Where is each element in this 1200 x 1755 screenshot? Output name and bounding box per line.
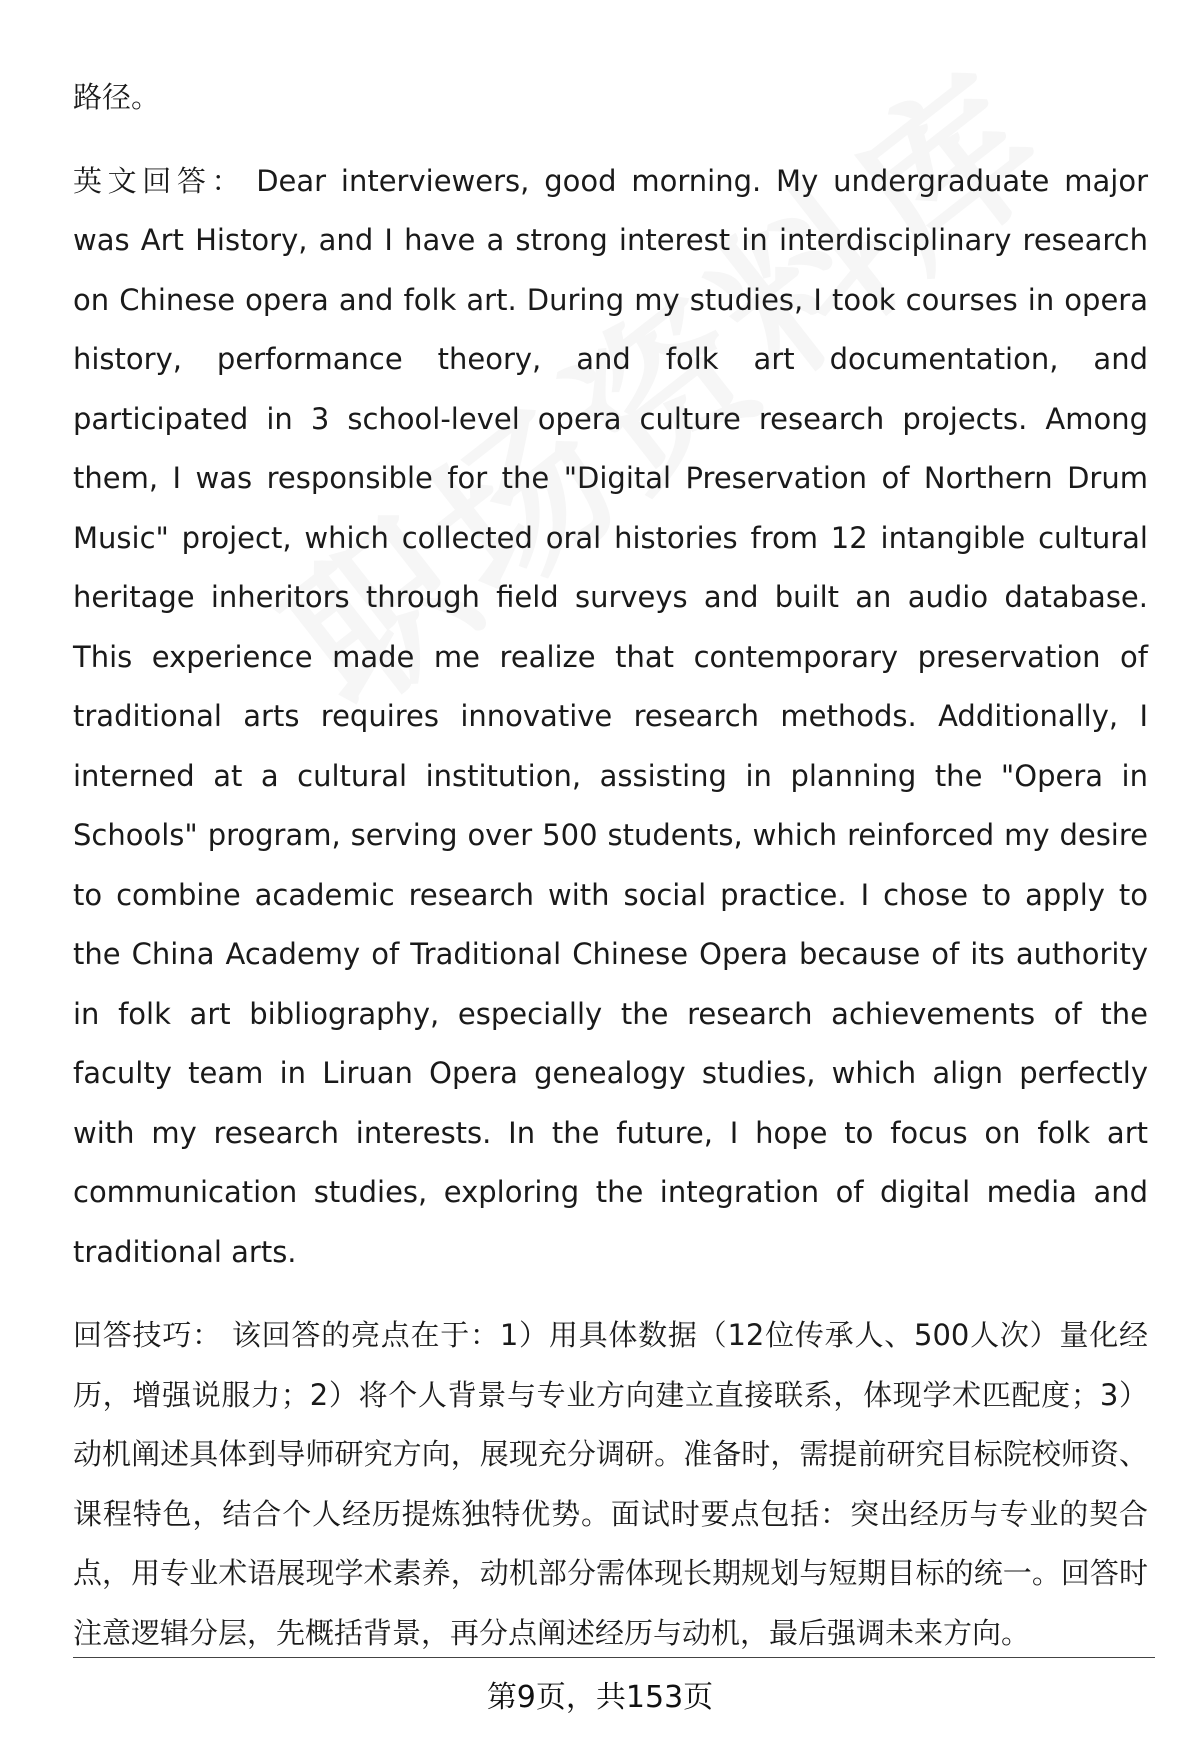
english-answer-paragraph: [73, 152, 1148, 1283]
english-answer-text: Dear interviewers, good morning. My undergraduate major was Art History, and I have a strong interest in interdisciplinary research on Chinese opera and folk art. During my studies, I took courses in opera history, performance theory, and folk art documentation, and participated in 3 school-level opera culture research projects. Among them, I was responsible for the "Digital Preservation of Northern Drum Music" project, which collected oral histories from 12 intangible cultural heritage inheritors through field surveys and built an audio database. This experience made me realize that contemporary preservation of traditional arts requires innovative research methods. Additionally, I interned at a cultural institution, assisting in planning the "Opera in Schools" program, serving over 500 students, which reinforced my desire to combine academic research with social practice. I chose to apply to the China Academy of Traditional Chinese Opera because of its authority in folk art bibliography, especially the research achievements of the faculty team in Liruan Opera genealogy studies, which align perfectly with my research interests. In the future, I hope to focus on folk art communication studies, exploring the integration of digital media and traditional arts.: [73, 163, 1148, 1269]
page-number: 第9页，共153页: [486, 1680, 714, 1715]
document-body: [73, 68, 1148, 1687]
answer-tips-paragraph: [73, 1306, 1148, 1663]
english-answer-label: 英文回答：: [73, 163, 247, 198]
answer-tips-label: 回答技巧：: [73, 1318, 222, 1352]
footer-divider: [73, 1657, 1155, 1658]
answer-tips-text: 该回答的亮点在于：1）用具体数据（12位传承人、500人次）量化经历，增强说服力；2）将个人背景与专业方向建立直接联系，体现学术匹配度；3）动机阐述具体到导师研究方向，展现充分调研。准备时，需提前研究目标院校师资、课程特色，结合个人经历提炼独特优势。面试时要点包括：突出经历与专业的契合点，用专业术语展现学术素养，动机部分需体现长期规划与短期目标的统一。回答时注意逻辑分层，先概括背景，再分点阐述经历与动机，最后强调未来方向。: [73, 1318, 1148, 1650]
intro-tail-paragraph: 路径。: [73, 80, 161, 114]
